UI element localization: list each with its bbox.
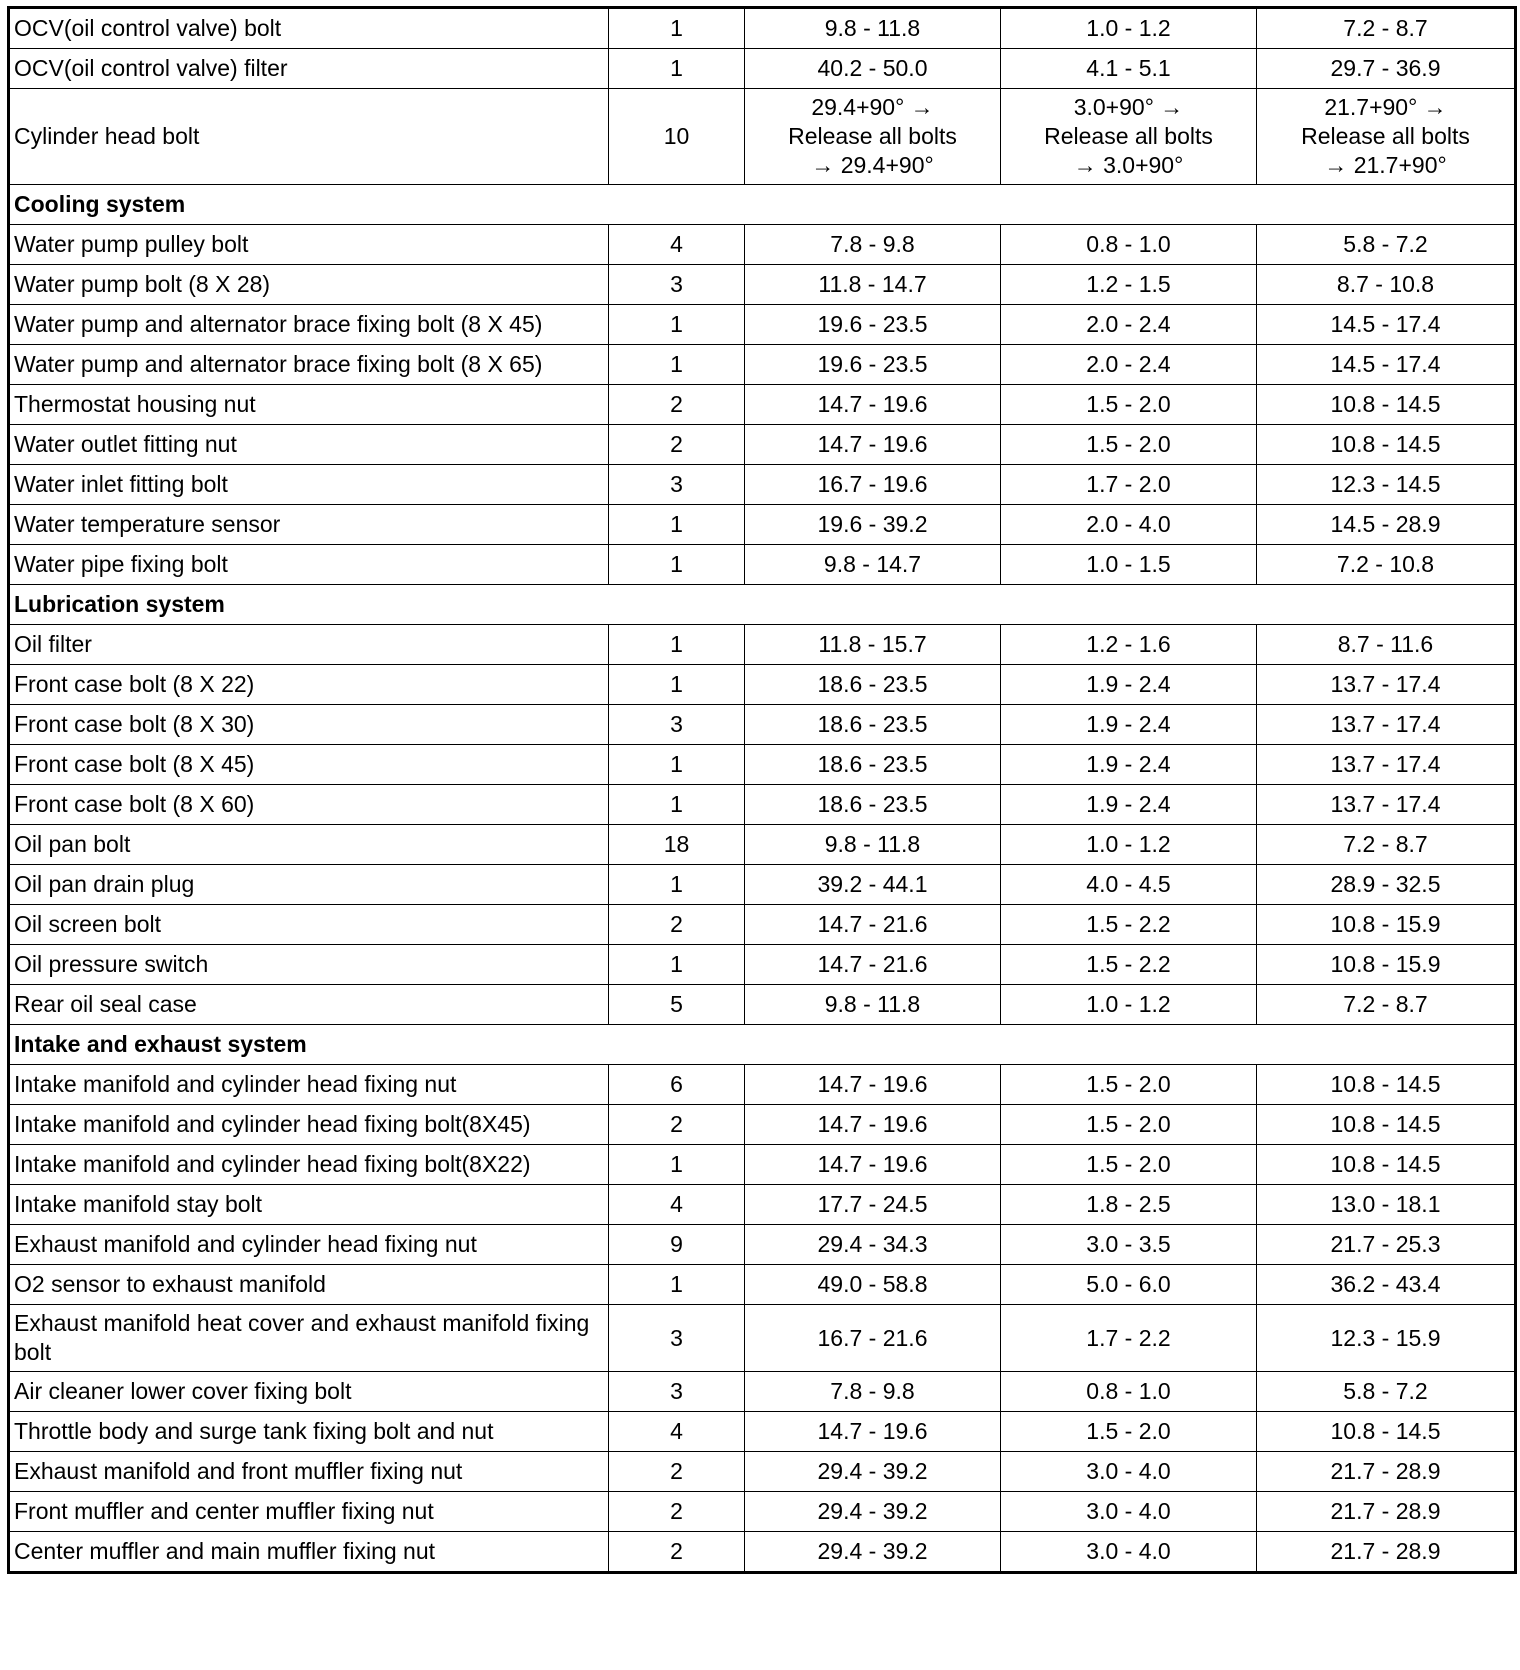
table-row bbox=[9, 1105, 1516, 1145]
torque-kgfm-cell: 1.8 - 2.5 bbox=[1001, 1185, 1257, 1225]
table-row bbox=[9, 1412, 1516, 1452]
quantity-cell: 18 bbox=[609, 825, 745, 865]
torque-nm-cell: 29.4 - 39.2 bbox=[745, 1532, 1001, 1573]
part-name-cell: Oil pan drain plug bbox=[9, 865, 609, 905]
part-name-cell: OCV(oil control valve) filter bbox=[9, 49, 609, 89]
torque-lbft-cell: 13.7 - 17.4 bbox=[1257, 705, 1516, 745]
table-row bbox=[9, 785, 1516, 825]
table-row bbox=[9, 265, 1516, 305]
part-name-cell: Water pump and alternator brace fixing bolt (8 X 45) bbox=[9, 305, 609, 345]
torque-nm-cell: 19.6 - 23.5 bbox=[745, 345, 1001, 385]
torque-lbft-cell: 7.2 - 8.7 bbox=[1257, 985, 1516, 1025]
table-row bbox=[9, 665, 1516, 705]
torque-kgfm-cell: 1.0 - 1.2 bbox=[1001, 825, 1257, 865]
table-row bbox=[9, 465, 1516, 505]
part-name-cell: Oil screen bolt bbox=[9, 905, 609, 945]
quantity-cell: 1 bbox=[609, 665, 745, 705]
torque-kgfm-cell: 1.5 - 2.0 bbox=[1001, 425, 1257, 465]
quantity-cell: 1 bbox=[609, 8, 745, 49]
part-name-cell: Front case bolt (8 X 22) bbox=[9, 665, 609, 705]
part-name-cell: Exhaust manifold and cylinder head fixing nut bbox=[9, 1225, 609, 1265]
table-row bbox=[9, 545, 1516, 585]
torque-nm-cell: 17.7 - 24.5 bbox=[745, 1185, 1001, 1225]
quantity-cell: 9 bbox=[609, 1225, 745, 1265]
torque-lbft-cell: 14.5 - 28.9 bbox=[1257, 505, 1516, 545]
quantity-cell: 2 bbox=[609, 1532, 745, 1573]
part-name-cell: Center muffler and main muffler fixing nut bbox=[9, 1532, 609, 1573]
torque-nm-cell: 14.7 - 21.6 bbox=[745, 905, 1001, 945]
quantity-cell: 3 bbox=[609, 1372, 745, 1412]
table-row bbox=[9, 985, 1516, 1025]
table-row bbox=[9, 825, 1516, 865]
table-row bbox=[9, 385, 1516, 425]
torque-nm-cell: 11.8 - 14.7 bbox=[745, 265, 1001, 305]
torque-lbft-cell: 7.2 - 8.7 bbox=[1257, 825, 1516, 865]
torque-nm-cell: 18.6 - 23.5 bbox=[745, 705, 1001, 745]
torque-kgfm-cell: 1.7 - 2.0 bbox=[1001, 465, 1257, 505]
torque-nm-cell: 14.7 - 21.6 bbox=[745, 945, 1001, 985]
torque-kgfm-cell: 1.0 - 1.5 bbox=[1001, 545, 1257, 585]
torque-nm-cell: 29.4 - 39.2 bbox=[745, 1492, 1001, 1532]
table-row bbox=[9, 345, 1516, 385]
torque-lbft-cell: 13.7 - 17.4 bbox=[1257, 785, 1516, 825]
part-name-cell: Water pump and alternator brace fixing bolt (8 X 65) bbox=[9, 345, 609, 385]
table-row bbox=[9, 425, 1516, 465]
torque-lbft-cell: 13.7 - 17.4 bbox=[1257, 665, 1516, 705]
part-name-cell: Oil pan bolt bbox=[9, 825, 609, 865]
table-row bbox=[9, 1065, 1516, 1105]
torque-lbft-cell: 21.7 - 28.9 bbox=[1257, 1532, 1516, 1573]
torque-kgfm-cell: 1.5 - 2.0 bbox=[1001, 1065, 1257, 1105]
section-header-row bbox=[9, 585, 1516, 625]
torque-lbft-cell: 14.5 - 17.4 bbox=[1257, 305, 1516, 345]
torque-lbft-cell: 10.8 - 14.5 bbox=[1257, 1065, 1516, 1105]
quantity-cell: 1 bbox=[609, 505, 745, 545]
torque-nm-cell: 14.7 - 19.6 bbox=[745, 1065, 1001, 1105]
part-name-cell: Water pump bolt (8 X 28) bbox=[9, 265, 609, 305]
torque-nm-cell: 18.6 - 23.5 bbox=[745, 665, 1001, 705]
part-name-cell: OCV(oil control valve) bolt bbox=[9, 8, 609, 49]
table-row bbox=[9, 705, 1516, 745]
torque-nm-cell: 14.7 - 19.6 bbox=[745, 1105, 1001, 1145]
quantity-cell: 2 bbox=[609, 385, 745, 425]
torque-lbft-cell: 7.2 - 10.8 bbox=[1257, 545, 1516, 585]
torque-spec-table-body bbox=[9, 8, 1516, 1573]
table-row bbox=[9, 89, 1516, 185]
table-row bbox=[9, 1492, 1516, 1532]
quantity-cell: 3 bbox=[609, 265, 745, 305]
table-row bbox=[9, 625, 1516, 665]
torque-lbft-cell: 7.2 - 8.7 bbox=[1257, 8, 1516, 49]
torque-lbft-cell: 10.8 - 15.9 bbox=[1257, 945, 1516, 985]
quantity-cell: 1 bbox=[609, 545, 745, 585]
torque-lbft-cell: 12.3 - 15.9 bbox=[1257, 1305, 1516, 1372]
part-name-cell: Front muffler and center muffler fixing nut bbox=[9, 1492, 609, 1532]
torque-kgfm-cell: 1.2 - 1.5 bbox=[1001, 265, 1257, 305]
part-name-cell: Oil pressure switch bbox=[9, 945, 609, 985]
torque-nm-cell: 9.8 - 11.8 bbox=[745, 985, 1001, 1025]
part-name-cell: Water outlet fitting nut bbox=[9, 425, 609, 465]
torque-lbft-cell: 10.8 - 14.5 bbox=[1257, 1412, 1516, 1452]
table-row bbox=[9, 745, 1516, 785]
torque-kgfm-cell: 1.7 - 2.2 bbox=[1001, 1305, 1257, 1372]
part-name-cell: Rear oil seal case bbox=[9, 985, 609, 1025]
torque-kgfm-cell: 5.0 - 6.0 bbox=[1001, 1265, 1257, 1305]
part-name-cell: Intake manifold and cylinder head fixing bolt(8X45) bbox=[9, 1105, 609, 1145]
torque-lbft-cell: 21.7 - 25.3 bbox=[1257, 1225, 1516, 1265]
torque-kgfm-cell: 1.5 - 2.2 bbox=[1001, 945, 1257, 985]
torque-nm-cell: 9.8 - 11.8 bbox=[745, 8, 1001, 49]
table-row bbox=[9, 905, 1516, 945]
torque-kgfm-cell: 3.0+90° → Release all bolts → 3.0+90° bbox=[1001, 89, 1257, 185]
torque-spec-table bbox=[7, 6, 1517, 1574]
table-row bbox=[9, 1265, 1516, 1305]
table-row bbox=[9, 49, 1516, 89]
part-name-cell: Exhaust manifold and front muffler fixing nut bbox=[9, 1452, 609, 1492]
torque-lbft-cell: 10.8 - 14.5 bbox=[1257, 1145, 1516, 1185]
part-name-cell: Water pipe fixing bolt bbox=[9, 545, 609, 585]
quantity-cell: 3 bbox=[609, 465, 745, 505]
torque-lbft-cell: 21.7+90° → Release all bolts → 21.7+90° bbox=[1257, 89, 1516, 185]
torque-kgfm-cell: 1.9 - 2.4 bbox=[1001, 745, 1257, 785]
torque-kgfm-cell: 0.8 - 1.0 bbox=[1001, 225, 1257, 265]
quantity-cell: 2 bbox=[609, 425, 745, 465]
table-row bbox=[9, 1452, 1516, 1492]
section-title: Intake and exhaust system bbox=[9, 1025, 1516, 1065]
torque-nm-cell: 39.2 - 44.1 bbox=[745, 865, 1001, 905]
torque-nm-cell: 14.7 - 19.6 bbox=[745, 425, 1001, 465]
torque-lbft-cell: 13.7 - 17.4 bbox=[1257, 745, 1516, 785]
quantity-cell: 6 bbox=[609, 1065, 745, 1105]
torque-lbft-cell: 10.8 - 14.5 bbox=[1257, 1105, 1516, 1145]
torque-nm-cell: 49.0 - 58.8 bbox=[745, 1265, 1001, 1305]
torque-lbft-cell: 14.5 - 17.4 bbox=[1257, 345, 1516, 385]
torque-nm-cell: 11.8 - 15.7 bbox=[745, 625, 1001, 665]
torque-kgfm-cell: 3.0 - 4.0 bbox=[1001, 1492, 1257, 1532]
part-name-cell: Water inlet fitting bolt bbox=[9, 465, 609, 505]
torque-nm-cell: 7.8 - 9.8 bbox=[745, 1372, 1001, 1412]
part-name-cell: Water temperature sensor bbox=[9, 505, 609, 545]
torque-nm-cell: 29.4 - 34.3 bbox=[745, 1225, 1001, 1265]
torque-lbft-cell: 8.7 - 10.8 bbox=[1257, 265, 1516, 305]
quantity-cell: 1 bbox=[609, 945, 745, 985]
torque-lbft-cell: 12.3 - 14.5 bbox=[1257, 465, 1516, 505]
torque-kgfm-cell: 1.0 - 1.2 bbox=[1001, 985, 1257, 1025]
torque-nm-cell: 14.7 - 19.6 bbox=[745, 385, 1001, 425]
torque-kgfm-cell: 1.0 - 1.2 bbox=[1001, 8, 1257, 49]
part-name-cell: Oil filter bbox=[9, 625, 609, 665]
part-name-cell: Throttle body and surge tank fixing bolt and nut bbox=[9, 1412, 609, 1452]
torque-lbft-cell: 21.7 - 28.9 bbox=[1257, 1492, 1516, 1532]
torque-kgfm-cell: 1.5 - 2.2 bbox=[1001, 905, 1257, 945]
torque-nm-cell: 9.8 - 11.8 bbox=[745, 825, 1001, 865]
torque-kgfm-cell: 1.9 - 2.4 bbox=[1001, 665, 1257, 705]
torque-lbft-cell: 5.8 - 7.2 bbox=[1257, 1372, 1516, 1412]
quantity-cell: 2 bbox=[609, 1105, 745, 1145]
torque-kgfm-cell: 3.0 - 3.5 bbox=[1001, 1225, 1257, 1265]
torque-nm-cell: 7.8 - 9.8 bbox=[745, 225, 1001, 265]
part-name-cell: Intake manifold and cylinder head fixing bolt(8X22) bbox=[9, 1145, 609, 1185]
torque-kgfm-cell: 2.0 - 2.4 bbox=[1001, 345, 1257, 385]
table-row bbox=[9, 225, 1516, 265]
torque-lbft-cell: 29.7 - 36.9 bbox=[1257, 49, 1516, 89]
torque-lbft-cell: 10.8 - 15.9 bbox=[1257, 905, 1516, 945]
torque-kgfm-cell: 1.9 - 2.4 bbox=[1001, 705, 1257, 745]
section-title: Cooling system bbox=[9, 185, 1516, 225]
torque-nm-cell: 14.7 - 19.6 bbox=[745, 1412, 1001, 1452]
quantity-cell: 1 bbox=[609, 785, 745, 825]
torque-kgfm-cell: 1.2 - 1.6 bbox=[1001, 625, 1257, 665]
torque-nm-cell: 19.6 - 39.2 bbox=[745, 505, 1001, 545]
table-row bbox=[9, 1225, 1516, 1265]
quantity-cell: 10 bbox=[609, 89, 745, 185]
torque-lbft-cell: 21.7 - 28.9 bbox=[1257, 1452, 1516, 1492]
torque-kgfm-cell: 1.5 - 2.0 bbox=[1001, 1105, 1257, 1145]
torque-lbft-cell: 8.7 - 11.6 bbox=[1257, 625, 1516, 665]
torque-kgfm-cell: 4.0 - 4.5 bbox=[1001, 865, 1257, 905]
quantity-cell: 2 bbox=[609, 1492, 745, 1532]
quantity-cell: 1 bbox=[609, 305, 745, 345]
torque-lbft-cell: 5.8 - 7.2 bbox=[1257, 225, 1516, 265]
torque-nm-cell: 19.6 - 23.5 bbox=[745, 305, 1001, 345]
torque-lbft-cell: 13.0 - 18.1 bbox=[1257, 1185, 1516, 1225]
torque-kgfm-cell: 1.9 - 2.4 bbox=[1001, 785, 1257, 825]
quantity-cell: 3 bbox=[609, 1305, 745, 1372]
quantity-cell: 5 bbox=[609, 985, 745, 1025]
torque-lbft-cell: 36.2 - 43.4 bbox=[1257, 1265, 1516, 1305]
section-header-row bbox=[9, 1025, 1516, 1065]
torque-kgfm-cell: 3.0 - 4.0 bbox=[1001, 1452, 1257, 1492]
part-name-cell: Intake manifold stay bolt bbox=[9, 1185, 609, 1225]
torque-nm-cell: 18.6 - 23.5 bbox=[745, 785, 1001, 825]
quantity-cell: 3 bbox=[609, 705, 745, 745]
part-name-cell: Exhaust manifold heat cover and exhaust manifold fixing bolt bbox=[9, 1305, 609, 1372]
quantity-cell: 1 bbox=[609, 1145, 745, 1185]
table-row bbox=[9, 8, 1516, 49]
table-row bbox=[9, 865, 1516, 905]
table-row bbox=[9, 945, 1516, 985]
torque-kgfm-cell: 2.0 - 4.0 bbox=[1001, 505, 1257, 545]
torque-kgfm-cell: 1.5 - 2.0 bbox=[1001, 1145, 1257, 1185]
torque-kgfm-cell: 0.8 - 1.0 bbox=[1001, 1372, 1257, 1412]
torque-lbft-cell: 10.8 - 14.5 bbox=[1257, 385, 1516, 425]
quantity-cell: 2 bbox=[609, 905, 745, 945]
section-header-row bbox=[9, 185, 1516, 225]
torque-nm-cell: 29.4+90° → Release all bolts → 29.4+90° bbox=[745, 89, 1001, 185]
torque-nm-cell: 40.2 - 50.0 bbox=[745, 49, 1001, 89]
torque-kgfm-cell: 1.5 - 2.0 bbox=[1001, 1412, 1257, 1452]
quantity-cell: 1 bbox=[609, 345, 745, 385]
table-row bbox=[9, 1145, 1516, 1185]
part-name-cell: O2 sensor to exhaust manifold bbox=[9, 1265, 609, 1305]
table-row bbox=[9, 505, 1516, 545]
table-row bbox=[9, 1532, 1516, 1573]
part-name-cell: Cylinder head bolt bbox=[9, 89, 609, 185]
part-name-cell: Air cleaner lower cover fixing bolt bbox=[9, 1372, 609, 1412]
table-row bbox=[9, 305, 1516, 345]
quantity-cell: 1 bbox=[609, 49, 745, 89]
torque-lbft-cell: 28.9 - 32.5 bbox=[1257, 865, 1516, 905]
torque-nm-cell: 14.7 - 19.6 bbox=[745, 1145, 1001, 1185]
quantity-cell: 1 bbox=[609, 625, 745, 665]
torque-lbft-cell: 10.8 - 14.5 bbox=[1257, 425, 1516, 465]
quantity-cell: 2 bbox=[609, 1452, 745, 1492]
part-name-cell: Front case bolt (8 X 60) bbox=[9, 785, 609, 825]
torque-nm-cell: 29.4 - 39.2 bbox=[745, 1452, 1001, 1492]
table-row bbox=[9, 1305, 1516, 1372]
torque-nm-cell: 16.7 - 21.6 bbox=[745, 1305, 1001, 1372]
table-row bbox=[9, 1185, 1516, 1225]
torque-kgfm-cell: 2.0 - 2.4 bbox=[1001, 305, 1257, 345]
part-name-cell: Front case bolt (8 X 30) bbox=[9, 705, 609, 745]
torque-nm-cell: 16.7 - 19.6 bbox=[745, 465, 1001, 505]
quantity-cell: 1 bbox=[609, 745, 745, 785]
torque-kgfm-cell: 3.0 - 4.0 bbox=[1001, 1532, 1257, 1573]
quantity-cell: 4 bbox=[609, 1412, 745, 1452]
torque-nm-cell: 18.6 - 23.5 bbox=[745, 745, 1001, 785]
part-name-cell: Water pump pulley bolt bbox=[9, 225, 609, 265]
quantity-cell: 1 bbox=[609, 1265, 745, 1305]
torque-nm-cell: 9.8 - 14.7 bbox=[745, 545, 1001, 585]
quantity-cell: 1 bbox=[609, 865, 745, 905]
part-name-cell: Thermostat housing nut bbox=[9, 385, 609, 425]
section-title: Lubrication system bbox=[9, 585, 1516, 625]
quantity-cell: 4 bbox=[609, 1185, 745, 1225]
part-name-cell: Intake manifold and cylinder head fixing nut bbox=[9, 1065, 609, 1105]
table-row bbox=[9, 1372, 1516, 1412]
part-name-cell: Front case bolt (8 X 45) bbox=[9, 745, 609, 785]
quantity-cell: 4 bbox=[609, 225, 745, 265]
torque-kgfm-cell: 1.5 - 2.0 bbox=[1001, 385, 1257, 425]
torque-kgfm-cell: 4.1 - 5.1 bbox=[1001, 49, 1257, 89]
